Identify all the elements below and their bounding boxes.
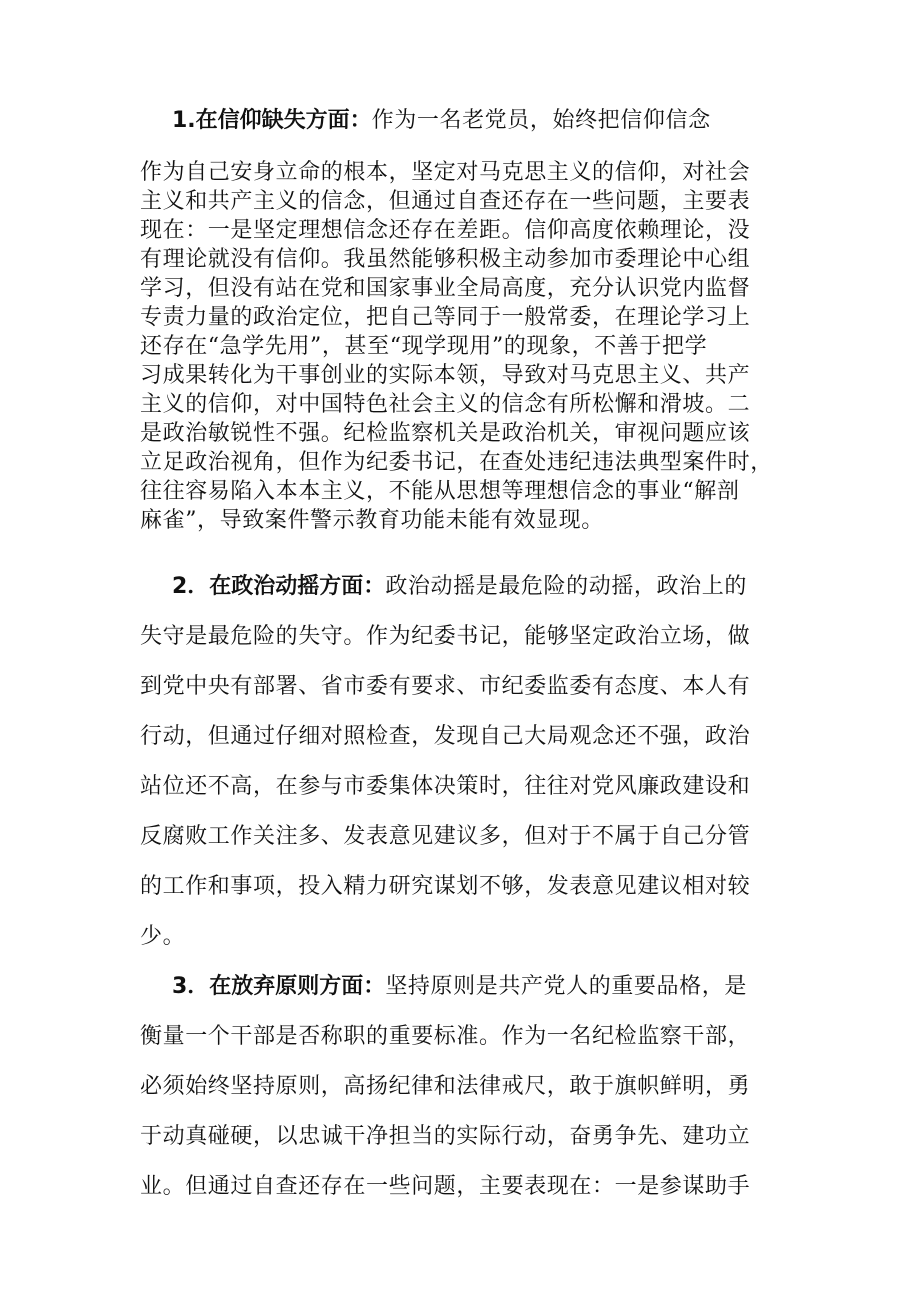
paragraph-line — [172, 103, 812, 134]
paragraph-line: 主义和共产主义的信念，但通过自查还存在一些问题，主要表 — [140, 189, 751, 214]
paragraph-line: 业。但通过自查还存在一些问题，主要表现在：一是参谋助手 — [140, 1174, 751, 1199]
paragraph-line: 习成果转化为干事创业的实际本领，导致对马克思主义、共产 — [140, 363, 751, 388]
paragraph-line — [172, 569, 812, 600]
paragraph-line: 是政治敏锐性不强。纪检监察机关是政治机关，审视问题应该 — [140, 421, 751, 446]
paragraph-line: 反腐败工作关注多、发表意见建议多，但对于不属于自己分管 — [140, 824, 751, 849]
paragraph-line: 主义的信仰，对中国特色社会主义的信念有所松懈和滑坡。二 — [140, 392, 751, 417]
paragraph-line — [172, 969, 812, 1000]
paragraph-line: 少。 — [140, 924, 186, 949]
paragraph-line: 学习，但没有站在党和国家事业全局高度，充分认识党内监督 — [140, 276, 751, 301]
paragraph-line: 衡量一个干部是否称职的重要标准。作为一名纪检监察干部， — [140, 1024, 751, 1049]
paragraph-line: 专责力量的政治定位，把自己等同于一般常委，在理论学习上 — [140, 305, 751, 330]
paragraph-line: 现在：一是坚定理想信念还存在差距。信仰高度依赖理论，没 — [140, 218, 751, 243]
line-text: 坚持原则是共产党人的重要品格，是 — [385, 974, 747, 999]
paragraph-line: 的工作和事项，投入精力研究谋划不够，发表意见建议相对较 — [140, 874, 751, 899]
paragraph-line: 于动真碰硬，以忠诚干净担当的实际行动，奋勇争先、建功立 — [140, 1124, 751, 1149]
paragraph-line: 站位还不高，在参与市委集体决策时，往往对党风廉政建设和 — [140, 774, 751, 799]
paragraph-line: 到党中央有部署、省市委有要求、市纪委监委有态度、本人有 — [140, 674, 751, 699]
paragraph-line: 作为自己安身立命的根本，坚定对马克思主义的信仰，对社会 — [140, 160, 751, 185]
paragraph-line: 立足政治视角，但作为纪委书记，在查处违纪违法典型案件时， — [140, 450, 773, 475]
paragraph-line: 还存在“急学先用”，甚至“现学现用”的现象，不善于把学 — [140, 334, 708, 359]
paragraph-line: 失守是最危险的失守。作为纪委书记，能够坚定政治立场，做 — [140, 624, 751, 649]
paragraph-line: 行动，但通过仔细对照检查，发现自己大局观念还不强，政治 — [140, 724, 751, 749]
paragraph-line: 必须始终坚持原则，高扬纪律和法律戒尺，敢于旗帜鲜明，勇 — [140, 1074, 751, 1099]
line-text: 政治动摇是最危险的动摇，政治上的 — [385, 574, 747, 599]
section-heading: 1.在信仰缺失方面： — [172, 108, 372, 133]
paragraph-line: 往往容易陷入本本主义，不能从思想等理想信念的事业“解剖 — [140, 479, 740, 504]
line-text: 作为一名老党员，始终把信仰信念 — [371, 108, 711, 133]
paragraph-line: 麻雀”，导致案件警示教育功能未能有效显现。 — [140, 508, 604, 533]
paragraph-line: 有理论就没有信仰。我虽然能够积极主动参加市委理论中心组 — [140, 247, 751, 272]
section-heading: 2．在政治动摇方面： — [172, 574, 386, 599]
section-heading: 3．在放弃原则方面： — [172, 974, 386, 999]
